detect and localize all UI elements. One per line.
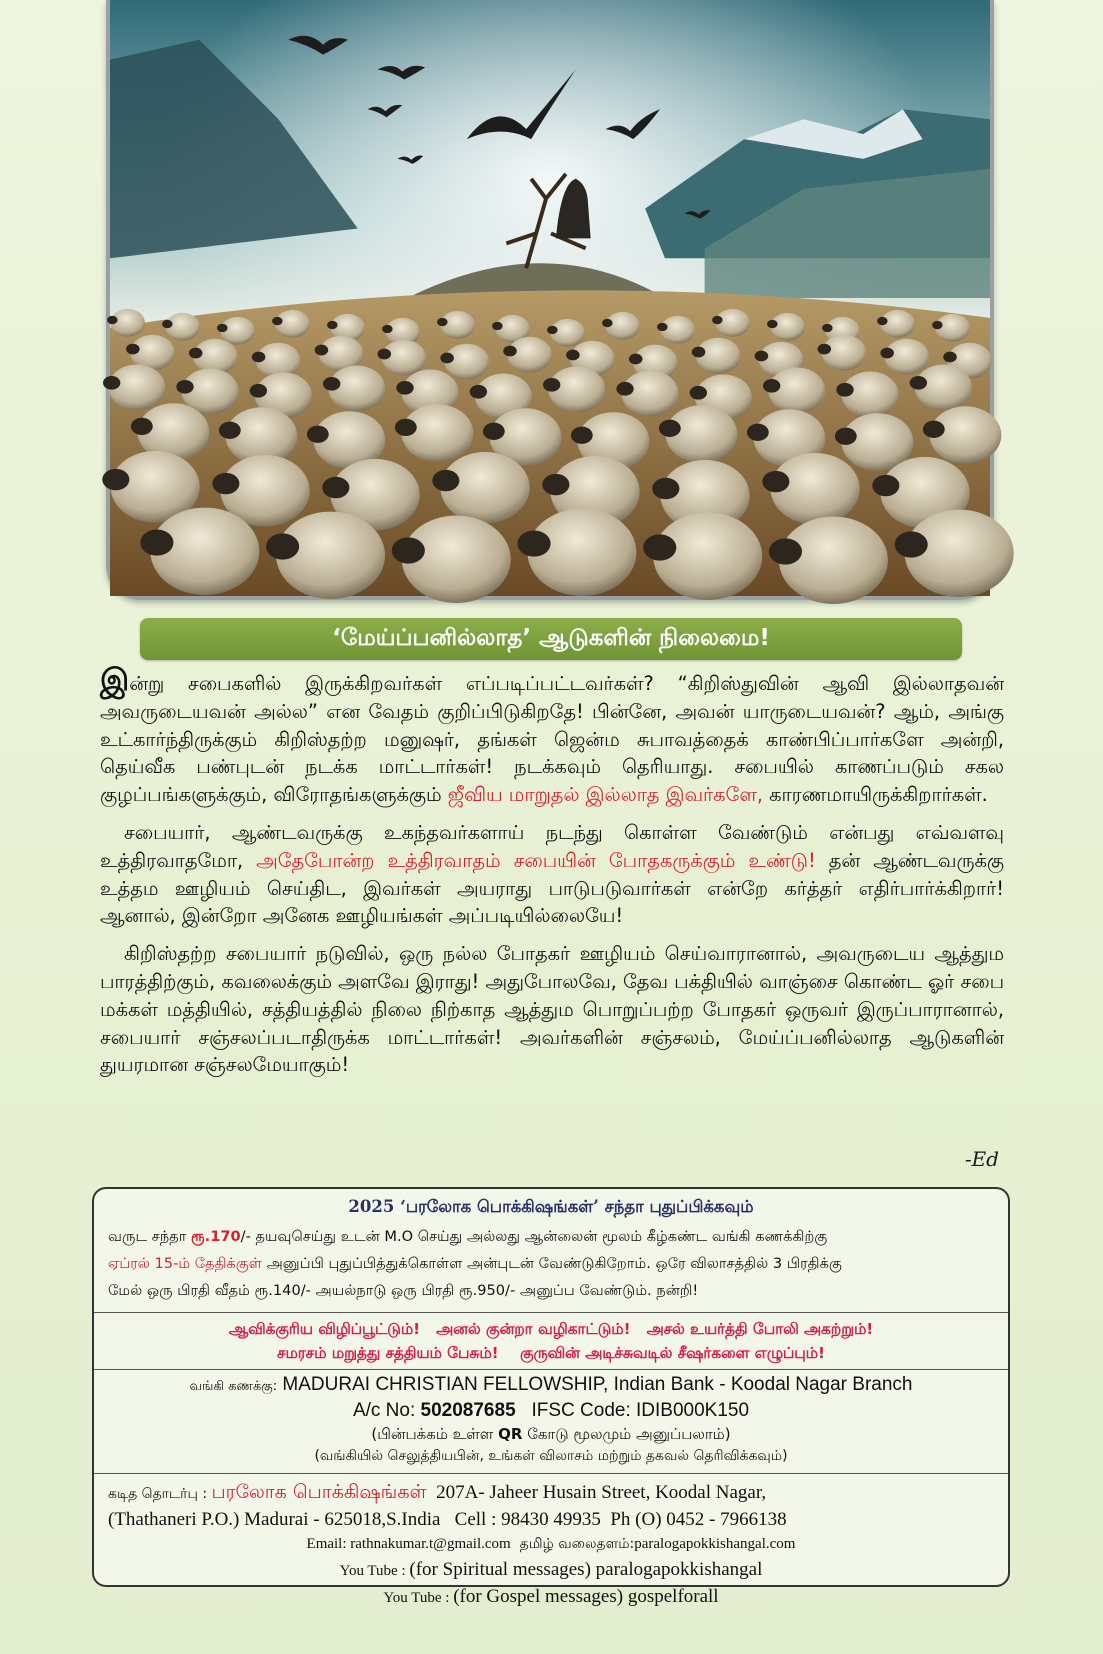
sheep-head xyxy=(217,324,228,332)
account-number: 502087685 xyxy=(420,1400,516,1421)
sheep-head xyxy=(880,348,894,359)
organization-name: பரலோக பொக்கிஷங்கள் xyxy=(211,1481,427,1503)
sheep-head xyxy=(126,344,140,355)
renewal-line-3: மேல் ஒரு பிரதி வீதம் ரூ.140/- அயல்நாடு ஒரு பிரதி ரூ.950/- அனுப்ப வேண்டும். நன்றி! xyxy=(108,1282,699,1299)
sheep-head xyxy=(322,477,349,498)
sheep-head xyxy=(377,349,391,360)
article-paragraph-3 xyxy=(100,940,1004,1079)
contact-email-web xyxy=(108,1532,994,1557)
sheep-head xyxy=(315,345,329,356)
sheep-head xyxy=(440,353,454,364)
sheep-head xyxy=(690,386,707,400)
website-link[interactable]: paralogapokkishangal.com xyxy=(634,1536,796,1552)
sheep-head xyxy=(483,423,505,440)
email[interactable]: Email: rathnakumar.t@gmail.com xyxy=(306,1536,511,1552)
sheep-head xyxy=(432,470,459,491)
sheep-head xyxy=(571,427,593,444)
renewal-text xyxy=(94,1219,1008,1304)
renewal-line1-b: /- தயவுசெய்து உடன் M.O செய்து அல்லது ஆன்லைன் மூலம் கீழ்கண்ட வங்கி கணக்கிற்கு xyxy=(240,1228,828,1245)
sheep-head xyxy=(692,347,706,358)
sheep-head xyxy=(176,380,193,394)
sheep-head xyxy=(895,531,928,557)
sheep-head xyxy=(629,354,643,365)
qr-note-a: (பின்பக்கம் உள்ள xyxy=(371,1425,499,1443)
sheep-head xyxy=(140,529,173,555)
sheep-head xyxy=(103,376,120,390)
youtube-channel-1[interactable]: (for Spiritual messages) paralogapokkishangal xyxy=(409,1559,763,1580)
cover-image xyxy=(110,0,990,596)
address-line-1: 207A- Jaheer Husain Street, Koodal Nagar, xyxy=(426,1482,767,1503)
sheep-head xyxy=(102,469,129,490)
bank-account-line xyxy=(94,1373,1008,1399)
qr-note-c: கோடு மூலமும் அனுப்பலாம்) xyxy=(522,1425,731,1443)
sheep-head xyxy=(252,352,266,363)
bank-label: வங்கி கணக்கு: xyxy=(189,1379,278,1394)
bank-name: MADURAI CHRISTIAN FELLOWSHIP, Indian Bank - Koodal Nagar Branch xyxy=(277,1374,913,1395)
sheep-head xyxy=(643,534,676,560)
sheep-head xyxy=(323,377,340,391)
subscription-info-box xyxy=(92,1187,1010,1607)
contact-line-1 xyxy=(108,1480,994,1507)
sheep-head xyxy=(543,378,560,392)
sheep-head xyxy=(877,317,888,325)
acc-label: A/c No: xyxy=(352,1400,421,1421)
sheep-head xyxy=(212,473,239,494)
sheep-head xyxy=(835,428,857,445)
contact-label: கடித தொடர்பு : xyxy=(108,1486,212,1502)
p1-highlight: ஜீவிய மாறுதல் இல்லாத இவர்களே, xyxy=(447,783,763,807)
sheep-head xyxy=(162,320,173,328)
sheep-head xyxy=(382,325,393,333)
qr-note xyxy=(94,1423,1008,1445)
sheep-head xyxy=(327,321,338,329)
sheep-head xyxy=(272,317,283,325)
sheep-head xyxy=(652,478,679,499)
renewal-price: ரூ.170 xyxy=(190,1228,241,1245)
sheep-head xyxy=(872,475,899,496)
slogans xyxy=(94,1312,1008,1370)
contact-details xyxy=(94,1474,1008,1611)
sheep-head xyxy=(517,530,550,556)
article-title-banner: ‘மேய்ப்பனில்லாத’ ஆடுகளின் நிலைமை! xyxy=(140,618,962,660)
article-paragraph-2 xyxy=(100,819,1004,930)
youtube-channel-2[interactable]: (for Gospel messages) gospelforall xyxy=(453,1586,719,1607)
sheep-head xyxy=(910,376,927,390)
sheep-head xyxy=(542,474,569,495)
sheep-head xyxy=(250,384,267,398)
sheep-head xyxy=(747,424,769,441)
sheep-head xyxy=(547,326,558,334)
sheep-head xyxy=(923,421,945,438)
sheep-head xyxy=(470,385,487,399)
sheep-head xyxy=(219,422,241,439)
article-body xyxy=(100,663,1004,1089)
sheep-head xyxy=(189,348,203,359)
sheep-head xyxy=(712,316,723,324)
slogan-line-2: சமரசம் மறுத்து சத்தியம் பேசும்! குருவின் அடிச்சுவடில் சீஷர்களை எழுப்பும்! xyxy=(277,1344,825,1362)
sheep-head xyxy=(767,320,778,328)
drop-cap: இ xyxy=(100,663,130,698)
sheep-head xyxy=(769,538,802,564)
sheep-head xyxy=(395,419,417,436)
slogan-line-1: ஆவிக்குரிய விழிப்பூட்டும்! அனல் குன்றா வழிகாட்டும்! அசல் உயர்த்தி போலி அகற்றும்! xyxy=(228,1320,874,1338)
renewal-line-2 xyxy=(108,1250,994,1277)
editor-signature: -Ed xyxy=(964,1147,999,1171)
cover-illustration xyxy=(106,0,994,600)
sheep-head xyxy=(602,319,613,327)
bank-number-line xyxy=(94,1399,1008,1423)
sheep-head xyxy=(107,316,118,324)
sheep-head xyxy=(817,344,831,355)
article-paragraph-1 xyxy=(100,663,1004,809)
youtube-label-1: You Tube : xyxy=(339,1563,410,1579)
renewal-line1-a: வருட சந்தா xyxy=(108,1228,191,1245)
p2-highlight: அதேபோன்ற உத்திரவாதம் சபையின் போதகருக்கும் உண்டு! xyxy=(256,848,816,872)
address-line-2: (Thathaneri P.O.) Madurai - 625018,S.India Cell : 98430 49935 Ph (O) 0452 - 7966138 xyxy=(108,1509,787,1530)
sheep-head xyxy=(836,383,853,397)
website-label: தமிழ் வலைதளம்: xyxy=(510,1536,635,1552)
bank-details xyxy=(94,1370,1008,1474)
renewal-line-1 xyxy=(108,1223,994,1250)
renewal-line2-b: அனுப்பி புதுப்பித்துக்கொள்ள அன்புடன் வேண்டுகிறோம். ஒரே விலாசத்தில் 3 பிரதிக்கு xyxy=(261,1255,842,1272)
youtube-spiritual xyxy=(108,1557,994,1584)
p2-text: சபையார், ஆண்டவருக்கு உகந்தவர்களாய் நடந்து கொள்ள வேண்டும் என்பது எவ்வளவு உத்திரவாதமோ, xyxy=(100,820,1004,872)
sheep-head xyxy=(943,352,957,363)
sheep-head xyxy=(659,420,681,437)
youtube-label-2: You Tube : xyxy=(383,1590,454,1606)
sheep-head xyxy=(657,323,668,331)
p1-end: காரணமாயிருக்கிறார்கள். xyxy=(762,783,988,807)
renewal-deadline: ஏப்ரல் 15-ம் தேதிக்குள் xyxy=(108,1255,262,1272)
qr-note-b: QR xyxy=(498,1425,523,1443)
sheep-head xyxy=(755,351,769,362)
sheep-head xyxy=(566,350,580,361)
sheep-head xyxy=(266,533,299,559)
sheep-head xyxy=(762,471,789,492)
sheep-head xyxy=(396,381,413,395)
sheep-head xyxy=(503,346,517,357)
sheep-head xyxy=(763,379,780,393)
sheep-head xyxy=(131,418,153,435)
ifsc-code: IFSC Code: IDIB000K150 xyxy=(515,1400,750,1421)
sheep-head xyxy=(492,322,503,330)
sheep-head xyxy=(437,318,448,326)
sheep-head xyxy=(307,426,329,443)
p3-text: கிறிஸ்தற்ற சபையார் நடுவில், ஒரு நல்ல போதகர் ஊழியம் செய்வாரானால், அவருடைய ஆத்தும பாரத்திற்கும், கவலைக்கும் அளவே இராது! அதுபோலவே, தேவ பக்தியில் வாஞ்சை கொண்ட ஓர் சபை மக்கள் மத்தியில், சத்தியத்தில் நிலை நிற்காத ஆத்தும பொறுப்பற்ற போதகர் ஒருவர் இருப்பாரானால், சபையார் சஞ்சலப்படாதிருக்க மாட்டார்கள்! அவர்களின் சஞ்சலம், மேய்ப்பனில்லாத ஆடுகளின் துயரமான சஞ்சலமேயாகும்! xyxy=(100,942,1004,1077)
p2-end: தன் ஆண்டவருக்கு உத்தம ஊழியம் செய்திட, இவர்கள் அயராது பாடுபடுவார்கள் என்றே கர்த்தர் எதிர்பார்க்கிறார்! ஆனால், இன்றோ அனேக ஊழியங்கள் அப்படியில்லையே! xyxy=(100,848,1004,928)
sheep-head xyxy=(616,382,633,396)
sheep-head xyxy=(932,321,943,329)
renewal-title: 2025 ‘பரலோக பொக்கிஷங்கள்’ சந்தா புதுப்பிக்கவும் xyxy=(348,1197,754,1216)
youtube-gospel xyxy=(108,1584,994,1611)
p1-text: ன்று சபைகளில் இருக்கிறவர்கள் எப்படிப்பட்டவர்கள்? “கிறிஸ்துவின் ஆவி இல்லாதவன் அவருடையவன் அல்ல” என வேதம் குறிப்பிடுகிறதே! பின்னே, அவன் யாருடையவன்? ஆம், அங்கு உட்கார்ந்திருக்கும் கிறிஸ்தற்ற மனுஷர், தங்கள் ஜென்ம சுபாவத்தைக் காண்பிப்பார்களே அன்றி, தெய்வீக பண்புடன் நடக்க மாட்டார்கள்! நடக்கவும் தெரியாது. சபையில் காணப்படும் சகல குழப்பங்களுக்கும், விரோதங்களுக்கும் xyxy=(100,672,1004,807)
sheep-head xyxy=(392,537,425,563)
payment-note: (வங்கியில் செலுத்தியபின், உங்கள் விலாசம் மற்றும் தகவல் தெரிவிக்கவும்) xyxy=(314,1448,788,1464)
sheep-head xyxy=(822,324,833,332)
